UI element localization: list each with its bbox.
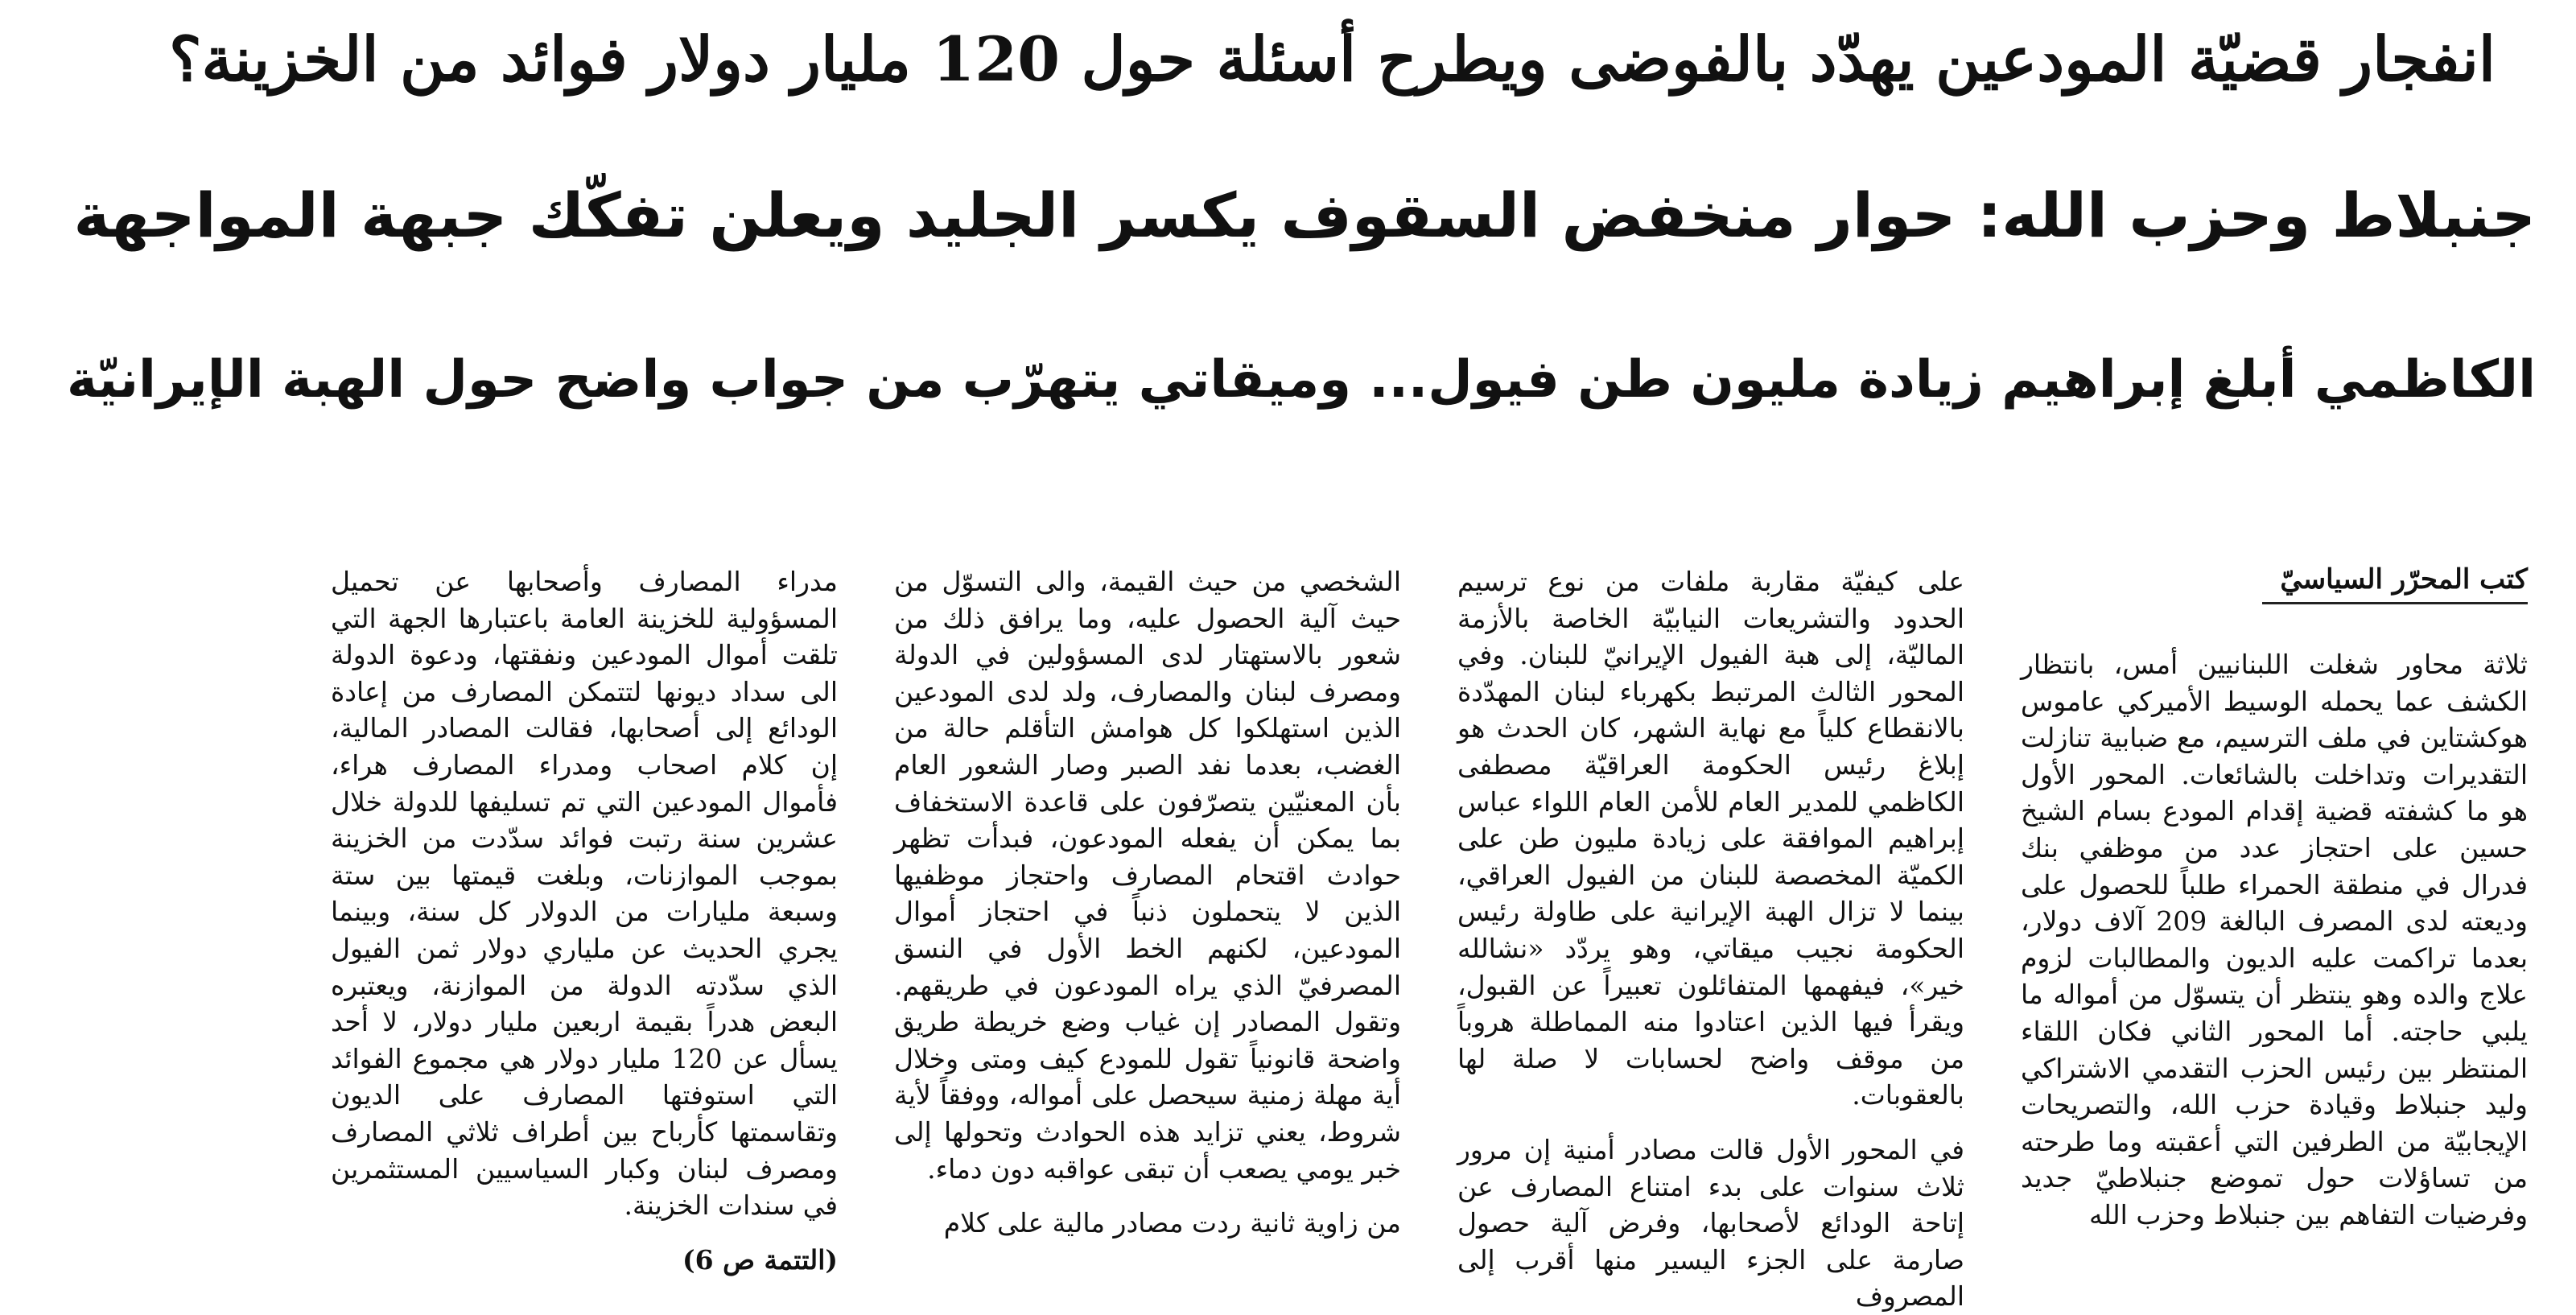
column-3-paragraph-1: الشخصي من حيث القيمة، والى التسوّل من حيث آلية الحصول عليه، وما يرافق ذلك من شعور بالاستهتار لدى المسؤولين في الدولة ومصرف لبنان والمصارف، ولد لدى المودعين الذين استهلكوا كل هوامش التأقلم حالة من الغضب، بعدما نفد الصبر وصار الشعور العام بأن المعنيّين يتصرّفون على قاعدة الاستخفاف بما يمكن أن يفعله المودعون، فبدأت تظهر حوادث اقتحام المصارف واحتجاز موظفيها الذين لا يتحملون ذنباً في احتجاز أموال المودعين، لكنهم الخط الأول في النسق المصرفيّ الذي يراه المودعون في طريقهم. وتقول المصادر إن غياب وضع خريطة طريق واضحة قانونياً تقول للمودع كيف ومتى وخلال أية مهلة زمنية سيحصل على أمواله، ووفقاً لأية شروط، يعني تزايد هذه الحوادث وتحولها إلى خبر يومي يصعب أن تبقى عواقبه دون دماء. xyxy=(894,566,1401,1185)
article-column-1 xyxy=(2021,563,2528,1272)
main-headline-line1: جنبلاط وحزب الله: حوار منخفض السقوف يكسر الجليد ويعلن تفكّك جبهة المواجهة xyxy=(73,179,2536,251)
column-2-paragraph-2: في المحور الأول قالت مصادر أمنية إن مرور ثلاث سنوات على بدء امتناع المصارف عن إتاحة الودائع لأصحابها، وفرض آلية حصول صارمة على الجزء اليسير منها أقرب إلى المصروف xyxy=(1457,1133,1964,1313)
byline: كتب المحرّر السياسيّ xyxy=(2262,563,2528,604)
column-2-paragraph-1: على كيفيّة مقاربة ملفات من نوع ترسيم الحدود والتشريعات النيابيّة الخاصة بالأزمة الماليّة، إلى هبة الفيول الإيرانيّ للبنان. وفي المحور الثالث المرتبط بكهرباء لبنان المهدّدة بالانقطاع كلياً مع نهاية الشهر، كان الحدث هو إبلاغ رئيس الحكومة العراقيّة مصطفى الكاظمي للمدير العام للأمن العام اللواء عباس إبراهيم الموافقة على زيادة مليون طن على الكميّة المخصصة للبنان من الفيول العراقي، بينما لا تزال الهبة الإيرانية على طاولة رئيس الحكومة نجيب ميقاتي، وهو يردّد «نشالله خير»، فيفهمها المتفائلون تعبيراً عن القبول، ويقرأ فيها الذين اعتادوا منه المماطلة هروباً من موقف واضح لحسابات لا صلة لها بالعقوبات. xyxy=(1457,566,1964,1111)
article-column-3 xyxy=(894,563,1401,1272)
main-headline-line2: الكاظمي أبلغ إبراهيم زيادة مليون طن فيول... وميقاتي يتهرّب من جواب واضح حول الهبة الإيرانيّة xyxy=(67,350,2536,410)
continuation-note: (التتمة ص 6) xyxy=(682,1243,838,1276)
top-headline: انفجار قضيّة المودعين يهدّد بالفوضى ويطرح أسئلة حول 120 مليار دولار فوائد من الخزينة؟ xyxy=(169,23,2496,95)
column-1-paragraph: ثلاثة محاور شغلت اللبنانيين أمس، بانتظار الكشف عما يحمله الوسيط الأميركي عاموس هوكشتاين في ملف الترسيم، مع ضبابية تنازلت التقديرات وتداخلت بالشائعات. المحور الأول هو ما كشفته قضية إقدام المودع بسام الشيخ حسين على احتجاز عدد من موظفي بنك فدرال في منطقة الحمراء طلباً للحصول على وديعته لدى المصرف البالغة 209 آلاف دولار، بعدما تراكمت عليه الديون والمطالبات لزوم علاج والده وهو ينتظر أن يتسوّل من أمواله ما يلبي حاجته. أما المحور الثاني فكان اللقاء المنتظر بين رئيس الحزب التقدمي الاشتراكي وليد جنبلاط وقيادة حزب الله، والتصريحات الإيجابيّة من الطرفين التي أعقبته وما طرحته من تساؤلات حول تموضع جنبلاطيّ جديد وفرضيات التفاهم بين جنبلاط وحزب الله xyxy=(2021,649,2528,1230)
column-4-paragraph: مدراء المصارف وأصحابها عن تحميل المسؤولية للخزينة العامة باعتبارها الجهة التي تلقت أموال المودعين ونفقتها، ودعوة الدولة الى سداد ديونها لتتمكن المصارف من إعادة الودائع إلى أصحابها، فقالت المصادر المالية، إن كلام اصحاب ومدراء المصارف هراء، فأموال المودعين التي تم تسليفها للدولة خلال عشرين سنة رتبت فوائد سدّدت من الخزينة بموجب الموازنات، وبلغت قيمتها بين ستة وسبعة مليارات من الدولار كل سنة، وبينما يجري الحديث عن ملياري دولار ثمن الفيول الذي سدّدته الدولة من الموازنة، ويعتبره البعض هدراً بقيمة اربعين مليار دولار، لا أحد يسأل عن 120 مليار دولار هي مجموع الفوائد التي استوفتها المصارف على الديون وتقاسمتها كأرباح بين أطراف ثلاثي المصارف ومصرف لبنان وكبار السياسيين المستثمرين في سندات الخزينة. xyxy=(331,566,838,1222)
article-column-2 xyxy=(1457,563,1964,1313)
column-3-paragraph-2: من زاوية ثانية ردت مصادر مالية على كلام xyxy=(943,1207,1401,1239)
article-column-4 xyxy=(331,563,838,1276)
